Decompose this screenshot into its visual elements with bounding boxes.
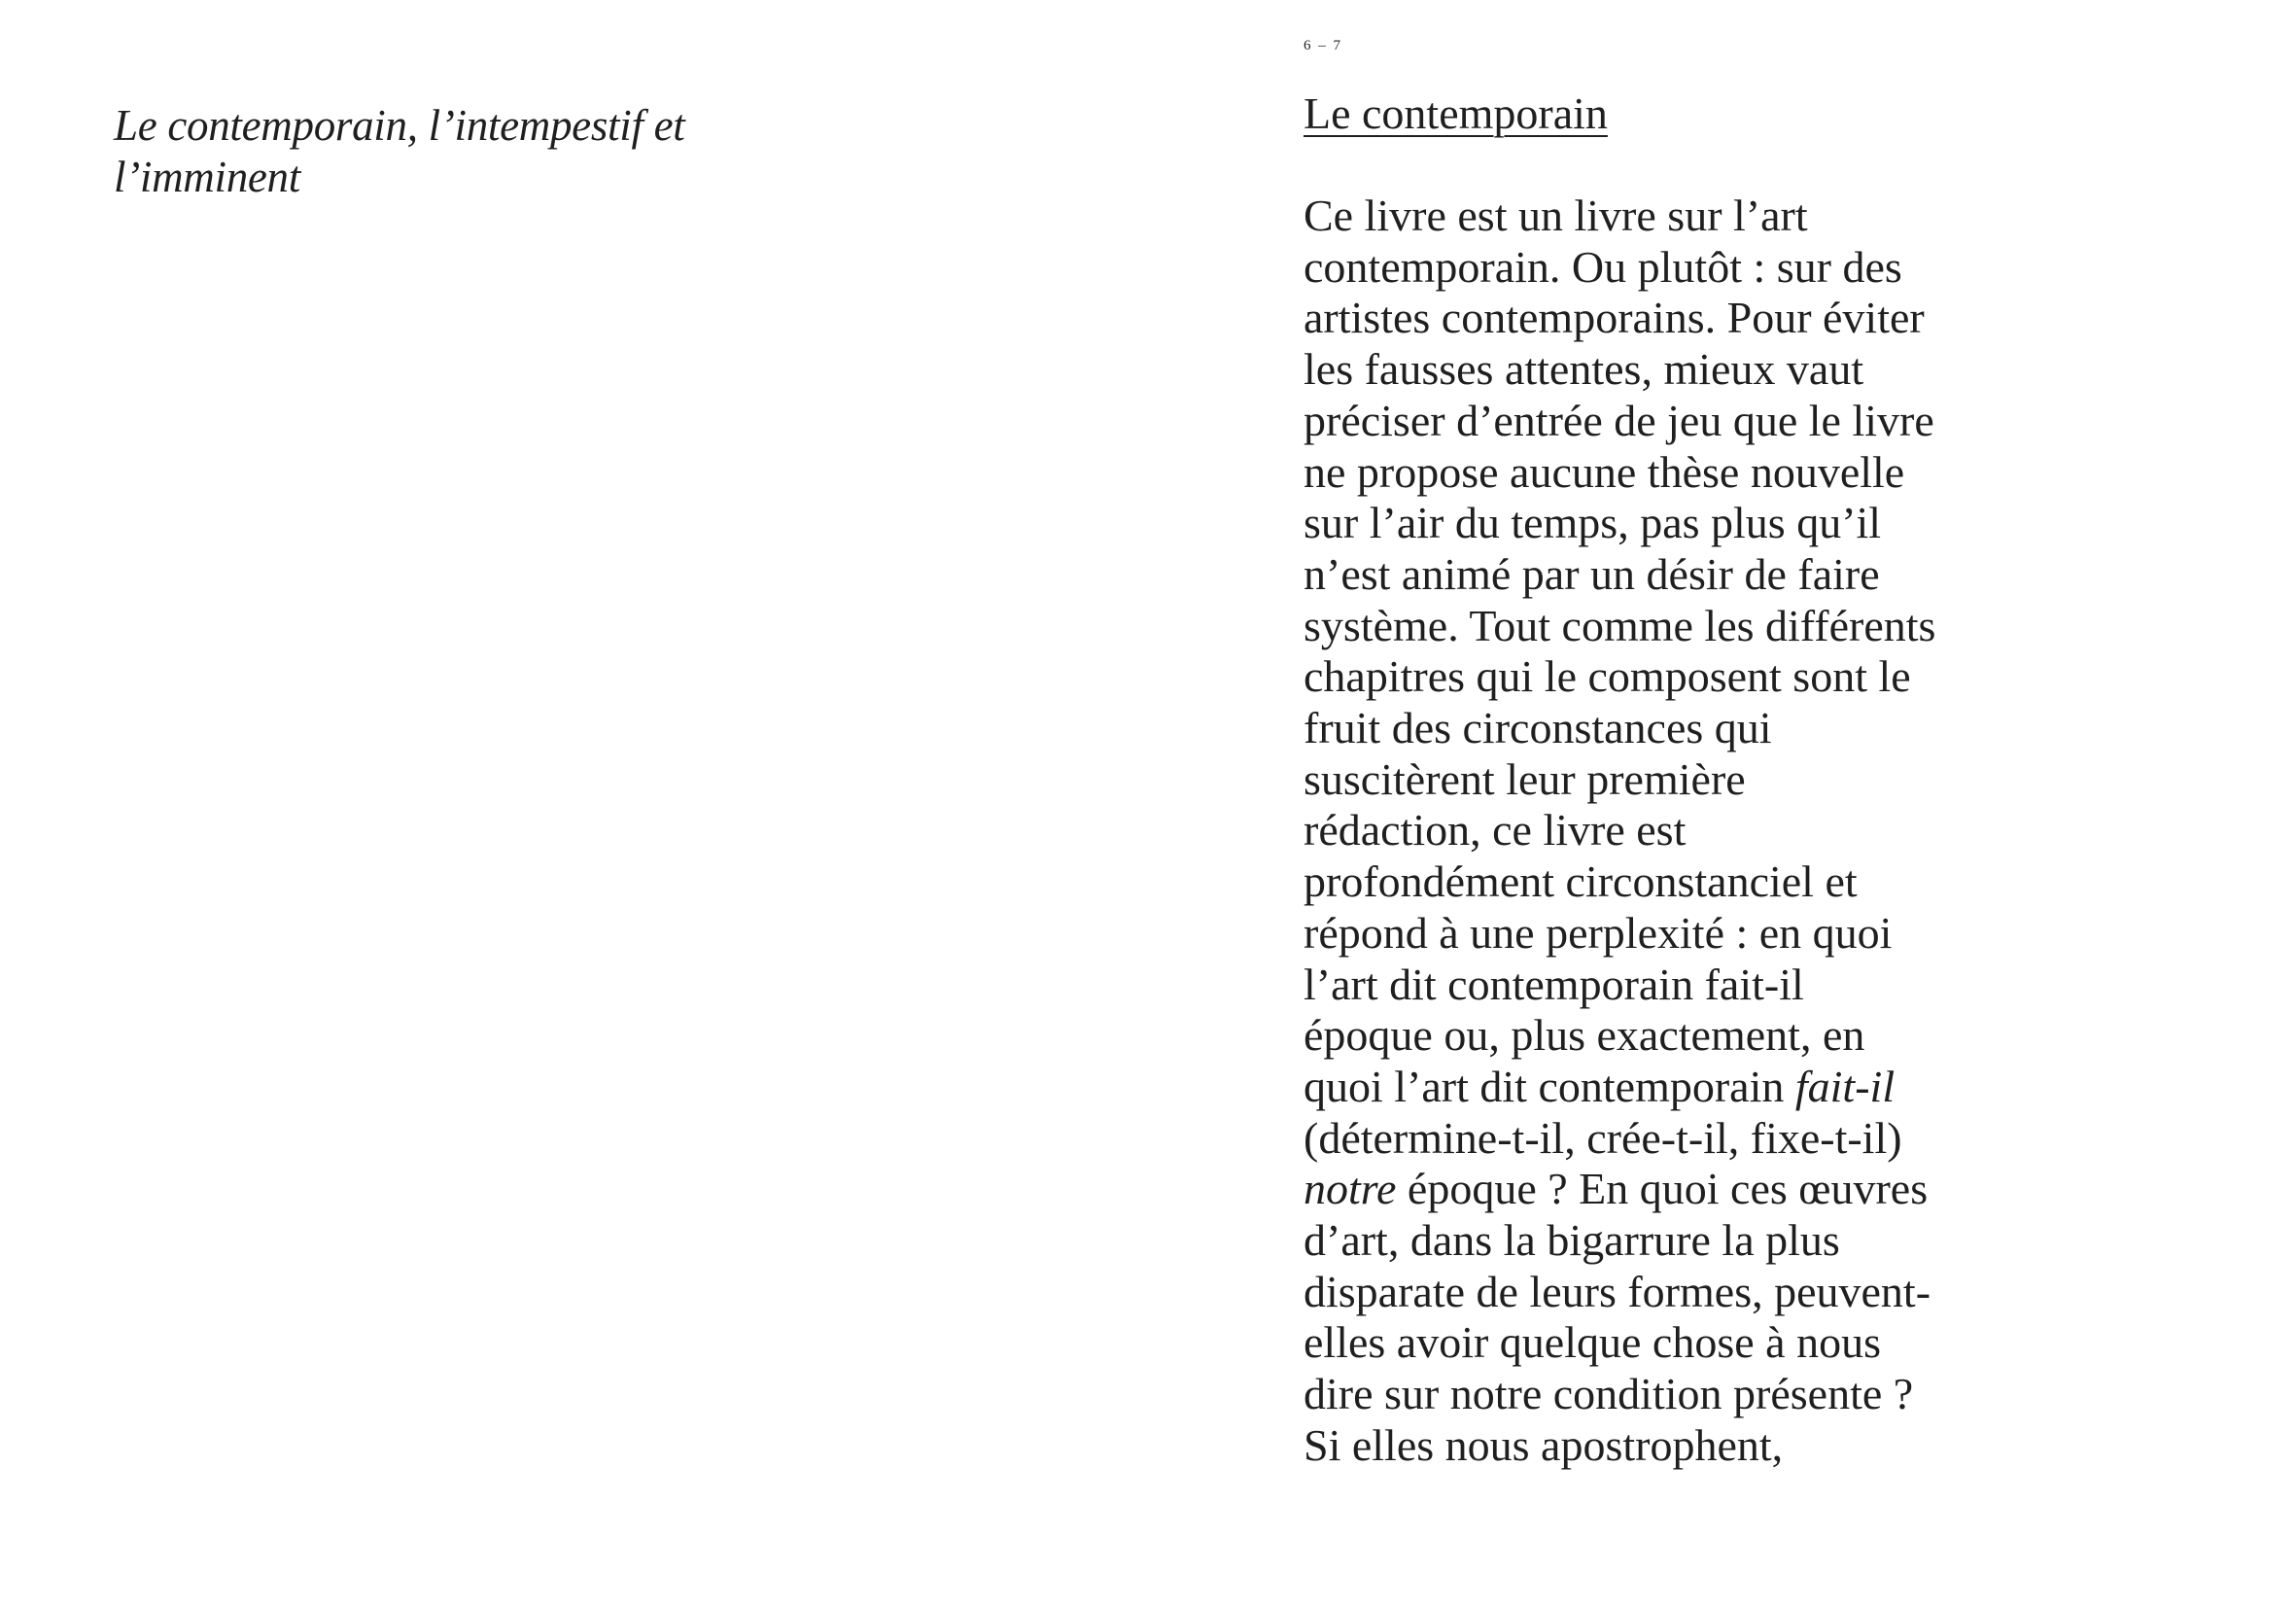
text-line: système. Tout comme les différents: [1304, 600, 1936, 650]
text-line: fruit des circonstances qui: [1304, 703, 1772, 753]
right-page: [1148, 0, 2296, 1607]
text-line-mixed: [1304, 1062, 2023, 1113]
text-line: elles avoir quelque chose à nous: [1304, 1317, 1881, 1368]
text-line: disparate de leurs formes, peuvent-: [1304, 1266, 1931, 1316]
text-line: l’art dit contemporain fait-il: [1304, 959, 1804, 1009]
text-line: ne propose aucune thèse nouvelle: [1304, 446, 1905, 497]
text-line: n’est animé par un désir de faire: [1304, 548, 1880, 599]
text-line: Si elles nous apostrophent,: [1304, 1419, 1784, 1470]
text-run: époque ? En quoi ces œuvres: [1396, 1164, 1929, 1214]
text-line-mixed: [1304, 1164, 2023, 1215]
text-line: (détermine-t-il, crée-t-il, fixe-t-il): [1304, 1112, 1902, 1163]
text-line: d’art, dans la bigarrure la plus: [1304, 1215, 1840, 1266]
text-line: rédaction, ce livre est: [1304, 805, 1687, 856]
text-line: époque ou, plus exactement, en: [1304, 1010, 1865, 1061]
emphasis-text: notre: [1304, 1164, 1397, 1214]
text-line: sur l’air du temps, pas plus qu’il: [1304, 498, 1882, 548]
body-paragraph: [1304, 191, 2023, 1472]
text-line: répond à une perplexité : en quoi: [1304, 907, 1893, 958]
text-line: Ce livre est un livre sur l’art: [1304, 191, 1808, 240]
chapter-title: Le contemporain: [1304, 88, 1608, 138]
text-line: profondément circonstanciel et: [1304, 856, 1858, 907]
text-line: contemporain. Ou plutôt : sur des: [1304, 241, 1902, 292]
running-title: Le contemporain, l’intempestif et l’imminent: [114, 101, 685, 201]
text-line: les fausses attentes, mieux vaut: [1304, 344, 1864, 395]
page-number: 6 – 7: [1304, 38, 1342, 53]
text-line: suscitèrent leur première: [1304, 753, 1746, 804]
text-line: préciser d’entrée de jeu que le livre: [1304, 395, 1934, 445]
text-line: dire sur notre condition présente ?: [1304, 1369, 1914, 1419]
emphasis-text: fait-il: [1794, 1061, 1896, 1111]
text-line: chapitres qui le composent sont le: [1304, 651, 1911, 702]
text-run: quoi l’art dit contemporain: [1304, 1061, 1795, 1111]
text-line: artistes contemporains. Pour éviter: [1304, 293, 1925, 343]
